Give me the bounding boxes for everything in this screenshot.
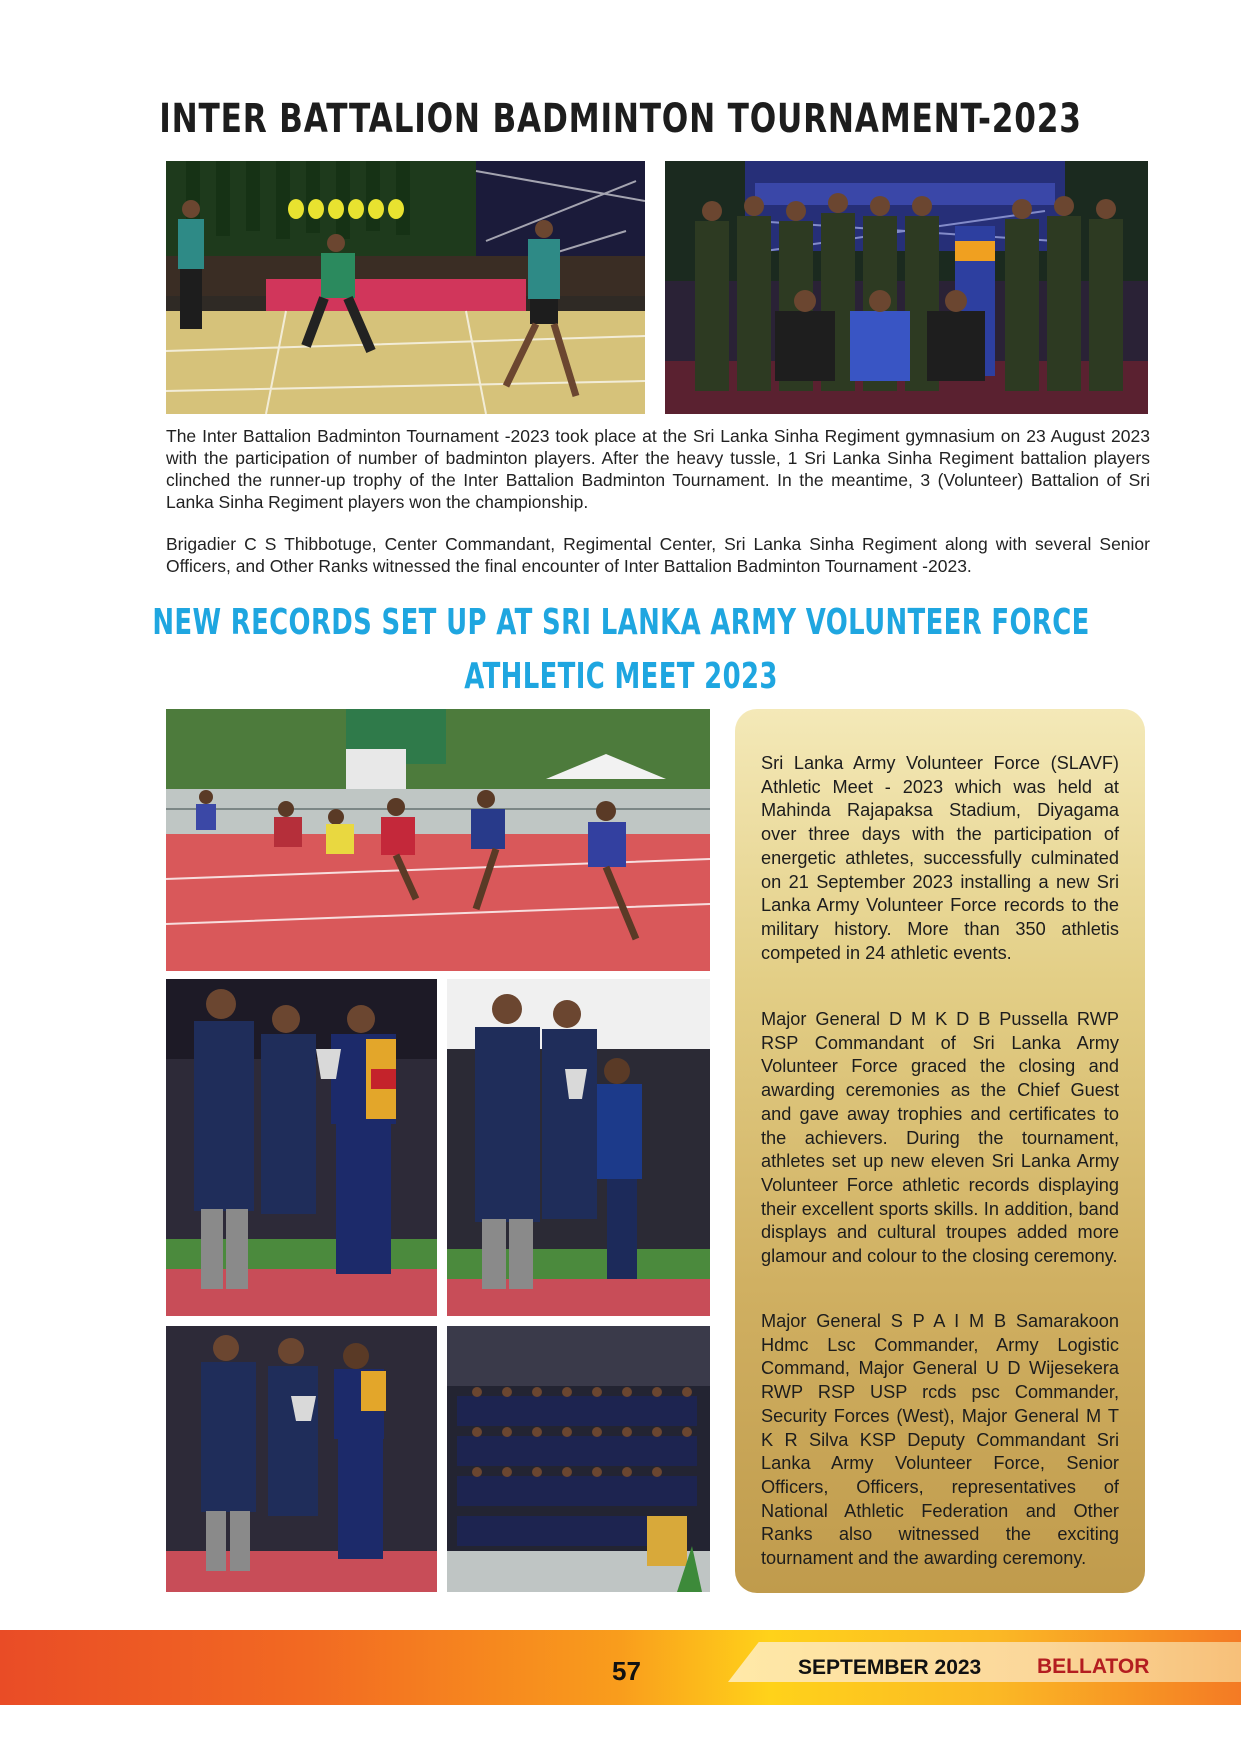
article1-paragraph: The Inter Battalion Badminton Tournament -2023 took place at the Sri Lanka Sinha Regiment gymnasium on 23 August 2023 with the participation of number of badminton players. After the heavy tussle, 1 Sri Lanka Sinha Regiment battalion players clinched the runner-up trophy of the Inter Battalion Badminton Tournament. In the meantime, 3 (Volunteer) Battalion of Sri Lanka Sinha Regiment players won the championship. [166, 426, 1150, 512]
article2-paragraph: Sri Lanka Army Volunteer Force (SLAVF) Athletic Meet - 2023 which was held at Mahinda Rajapaksa Stadium, Diyagama over three days with the participation of energetic athletes, successfully culminated on 21 September 2023 installing a new Sri Lanka Army Volunteer Force records to the military history. More than 350 athletis competed in 24 athletic events. [761, 753, 1119, 963]
article1-paragraph: Brigadier C S Thibbotuge, Center Commandant, Regimental Center, Sri Lanka Sinha Regiment along with several Senior Officers, and Other Ranks witnessed the final encounter of Inter Battalion Badminton Tournament -2023. [166, 534, 1150, 576]
trophy-presentation-photo-2 [447, 979, 710, 1316]
article2-title-line2: ATHLETIC MEET 2023 [464, 656, 778, 697]
page-number: 57 [612, 1656, 641, 1686]
trophy-presentation-photo-3 [166, 1326, 437, 1592]
article2-title: NEW RECORDS SET UP AT SRI LANKA ARMY VOLUNTEER FORCE [152, 602, 1090, 643]
badminton-match-photo [166, 161, 645, 414]
issue-date: SEPTEMBER 2023 [798, 1656, 982, 1679]
article2-paragraph: Major General S P A I M B Samarakoon Hdmc Lsc Commander, Army Logistic Command, Major General U D Wijesekera RWP RSP USP rcds psc Commander, Security Forces (West), Major General M T K R Silva KSP Deputy Commandant Sri Lanka Army Volunteer Force, Senior Officers, Officers, representatives of National Athletic Federation and Other Ranks also witnessed the exciting tournament and the awarding ceremony. [761, 1311, 1119, 1569]
article1-title: INTER BATTALION BADMINTON TOURNAMENT-2023 [159, 96, 1082, 142]
badminton-group-photo [665, 161, 1148, 414]
trophy-presentation-photo-1 [166, 979, 437, 1316]
sprint-race-photo [166, 709, 710, 971]
magazine-name: BELLATOR [1037, 1655, 1150, 1678]
audience-photo [447, 1326, 710, 1592]
article2-paragraph: Major General D M K D B Pussella RWP RSP Commandant of Sri Lanka Army Volunteer Force graced the closing and awarding ceremonies as the Chief Guest and gave away trophies and certificates to the achievers. During the tournament, athletes set up new eleven Sri Lanka Army Volunteer Force athletic records displaying their excellent sports skills. In addition, band displays and cultural troupes added more glamour and colour to the closing ceremony. [761, 1009, 1119, 1267]
